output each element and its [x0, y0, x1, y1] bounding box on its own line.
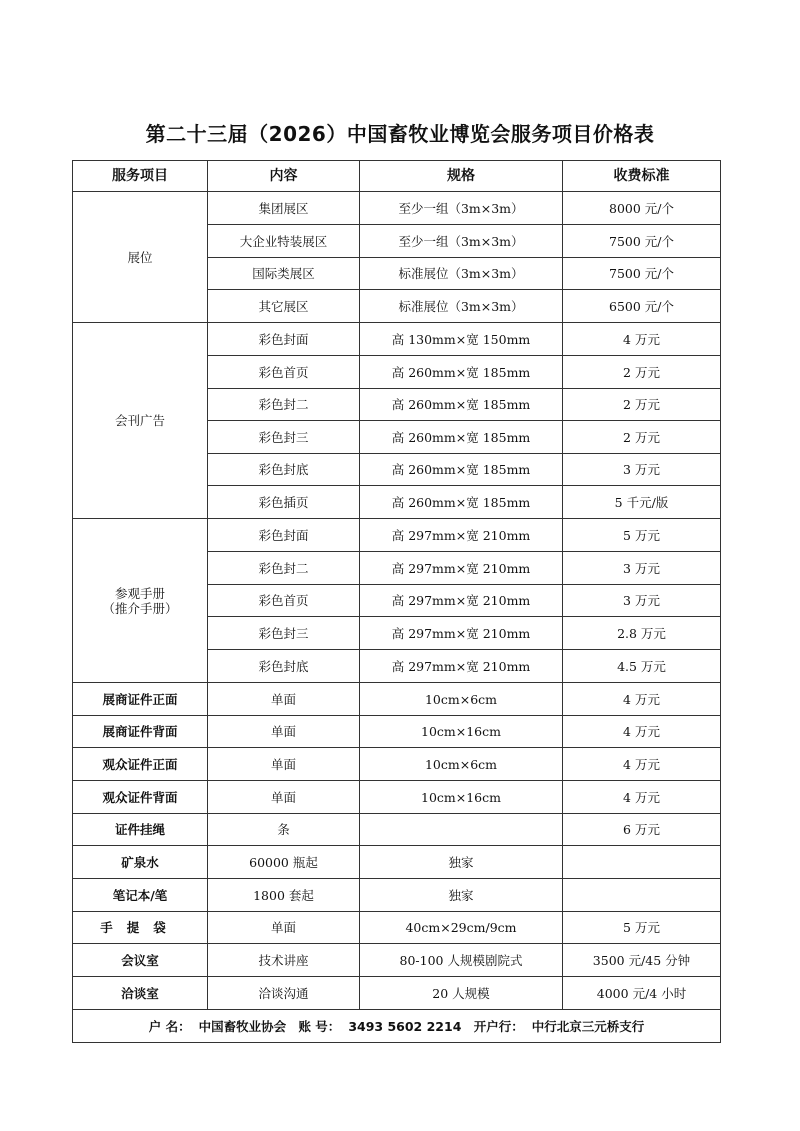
cell-spec: 独家 [360, 846, 563, 879]
cell-content: 集团展区 [208, 192, 360, 225]
bank-label: 开户行： [473, 1018, 524, 1034]
cell-item: 手提袋 [73, 912, 208, 944]
price-table [72, 160, 721, 1043]
cell-spec: 标准展位（3m×3m） [360, 290, 563, 323]
group-visitor-guide-line1: 参观手册 [114, 585, 165, 601]
cell-price: 2.8 万元 [563, 617, 721, 650]
cell-item: 观众证件背面 [73, 781, 208, 814]
cell-content: 1800 套起 [208, 879, 360, 912]
cell-content: 彩色首页 [208, 356, 360, 389]
table-row [73, 192, 721, 225]
table-row [73, 912, 721, 944]
cell-price: 7500 元/个 [563, 225, 721, 258]
cell-price: 2 万元 [563, 421, 721, 454]
table-row [73, 977, 721, 1010]
cell-spec: 高 130mm×宽 150mm [360, 323, 563, 356]
cell-item: 洽谈室 [73, 977, 208, 1010]
account-name-label: 户 名： [148, 1018, 191, 1034]
table-row [73, 683, 721, 716]
cell-content: 彩色插页 [208, 486, 360, 519]
page-title: 第二十三届（2026）中国畜牧业博览会服务项目价格表 [145, 122, 655, 146]
cell-spec: 高 297mm×宽 210mm [360, 617, 563, 650]
cell-item: 证件挂绳 [73, 814, 208, 846]
cell-item: 笔记本/笔 [73, 879, 208, 912]
cell-content: 彩色封三 [208, 617, 360, 650]
cell-price: 5 万元 [563, 519, 721, 552]
table-header-row [73, 161, 721, 192]
cell-price: 4 万元 [563, 323, 721, 356]
cell-content: 国际类展区 [208, 258, 360, 290]
cell-price: 8000 元/个 [563, 192, 721, 225]
cell-spec: 标准展位（3m×3m） [360, 258, 563, 290]
cell-content: 单面 [208, 716, 360, 748]
cell-spec: 高 297mm×宽 210mm [360, 585, 563, 617]
table-row [73, 748, 721, 781]
table-row [73, 814, 721, 846]
cell-spec: 至少一组（3m×3m） [360, 192, 563, 225]
cell-spec: 高 260mm×宽 185mm [360, 389, 563, 421]
account-info [73, 1010, 721, 1043]
group-visitor-guide-line2: （推介手册） [102, 600, 178, 616]
account-no: 3493 5602 2214 [348, 1018, 462, 1034]
cell-spec: 独家 [360, 879, 563, 912]
cell-spec: 10cm×16cm [360, 716, 563, 748]
cell-content: 彩色首页 [208, 585, 360, 617]
cell-spec: 至少一组（3m×3m） [360, 225, 563, 258]
cell-price [563, 846, 721, 879]
account-name: 中国畜牧业协会 [198, 1018, 287, 1034]
cell-spec: 高 260mm×宽 185mm [360, 421, 563, 454]
cell-price: 7500 元/个 [563, 258, 721, 290]
group-booth: 展位 [73, 192, 208, 323]
cell-spec: 高 260mm×宽 185mm [360, 486, 563, 519]
cell-spec: 10cm×16cm [360, 781, 563, 814]
table-row [73, 879, 721, 912]
cell-content: 60000 瓶起 [208, 846, 360, 879]
cell-price: 2 万元 [563, 389, 721, 421]
cell-price: 3500 元/45 分钟 [563, 944, 721, 977]
cell-content: 彩色封三 [208, 421, 360, 454]
cell-content: 彩色封底 [208, 454, 360, 486]
cell-content: 单面 [208, 683, 360, 716]
cell-spec [360, 814, 563, 846]
cell-content: 单面 [208, 912, 360, 944]
group-visitor-guide [73, 519, 208, 683]
cell-content: 其它展区 [208, 290, 360, 323]
cell-price: 3 万元 [563, 552, 721, 585]
cell-price: 6500 元/个 [563, 290, 721, 323]
cell-content: 单面 [208, 781, 360, 814]
cell-content: 彩色封二 [208, 389, 360, 421]
header-service-item: 服务项目 [73, 161, 208, 192]
cell-spec: 20 人规模 [360, 977, 563, 1010]
group-catalog-ads: 会刊广告 [73, 323, 208, 519]
cell-item: 展商证件正面 [73, 683, 208, 716]
cell-spec: 高 297mm×宽 210mm [360, 519, 563, 552]
cell-price: 4 万元 [563, 716, 721, 748]
cell-spec: 高 297mm×宽 210mm [360, 552, 563, 585]
cell-content: 彩色封面 [208, 519, 360, 552]
cell-spec: 10cm×6cm [360, 683, 563, 716]
cell-content: 技术讲座 [208, 944, 360, 977]
header-content: 内容 [208, 161, 360, 192]
cell-price: 4 万元 [563, 748, 721, 781]
cell-price: 6 万元 [563, 814, 721, 846]
cell-price: 4000 元/4 小时 [563, 977, 721, 1010]
cell-spec: 40cm×29cm/9cm [360, 912, 563, 944]
cell-price: 5 万元 [563, 912, 721, 944]
cell-item: 矿泉水 [73, 846, 208, 879]
cell-price: 3 万元 [563, 585, 721, 617]
cell-spec: 高 260mm×宽 185mm [360, 454, 563, 486]
cell-spec: 10cm×6cm [360, 748, 563, 781]
table-row [73, 781, 721, 814]
cell-content: 彩色封面 [208, 323, 360, 356]
cell-content: 大企业特装展区 [208, 225, 360, 258]
cell-price: 4.5 万元 [563, 650, 721, 683]
cell-price: 2 万元 [563, 356, 721, 389]
cell-price [563, 879, 721, 912]
cell-price: 3 万元 [563, 454, 721, 486]
cell-item: 会议室 [73, 944, 208, 977]
cell-content: 洽谈沟通 [208, 977, 360, 1010]
cell-item: 观众证件正面 [73, 748, 208, 781]
cell-spec: 80-100 人规模剧院式 [360, 944, 563, 977]
account-no-label: 账 号： [298, 1018, 341, 1034]
table-row [73, 944, 721, 977]
header-spec: 规格 [360, 161, 563, 192]
cell-price: 5 千元/版 [563, 486, 721, 519]
cell-item: 展商证件背面 [73, 716, 208, 748]
cell-spec: 高 297mm×宽 210mm [360, 650, 563, 683]
bank-name: 中行北京三元桥支行 [531, 1018, 645, 1034]
table-row [73, 323, 721, 356]
account-info-row [73, 1010, 721, 1043]
cell-content: 单面 [208, 748, 360, 781]
table-row [73, 716, 721, 748]
cell-content: 彩色封二 [208, 552, 360, 585]
cell-content: 条 [208, 814, 360, 846]
cell-price: 4 万元 [563, 781, 721, 814]
table-row [73, 846, 721, 879]
cell-spec: 高 260mm×宽 185mm [360, 356, 563, 389]
table-row [73, 519, 721, 552]
cell-price: 4 万元 [563, 683, 721, 716]
header-price: 收费标准 [563, 161, 721, 192]
cell-content: 彩色封底 [208, 650, 360, 683]
